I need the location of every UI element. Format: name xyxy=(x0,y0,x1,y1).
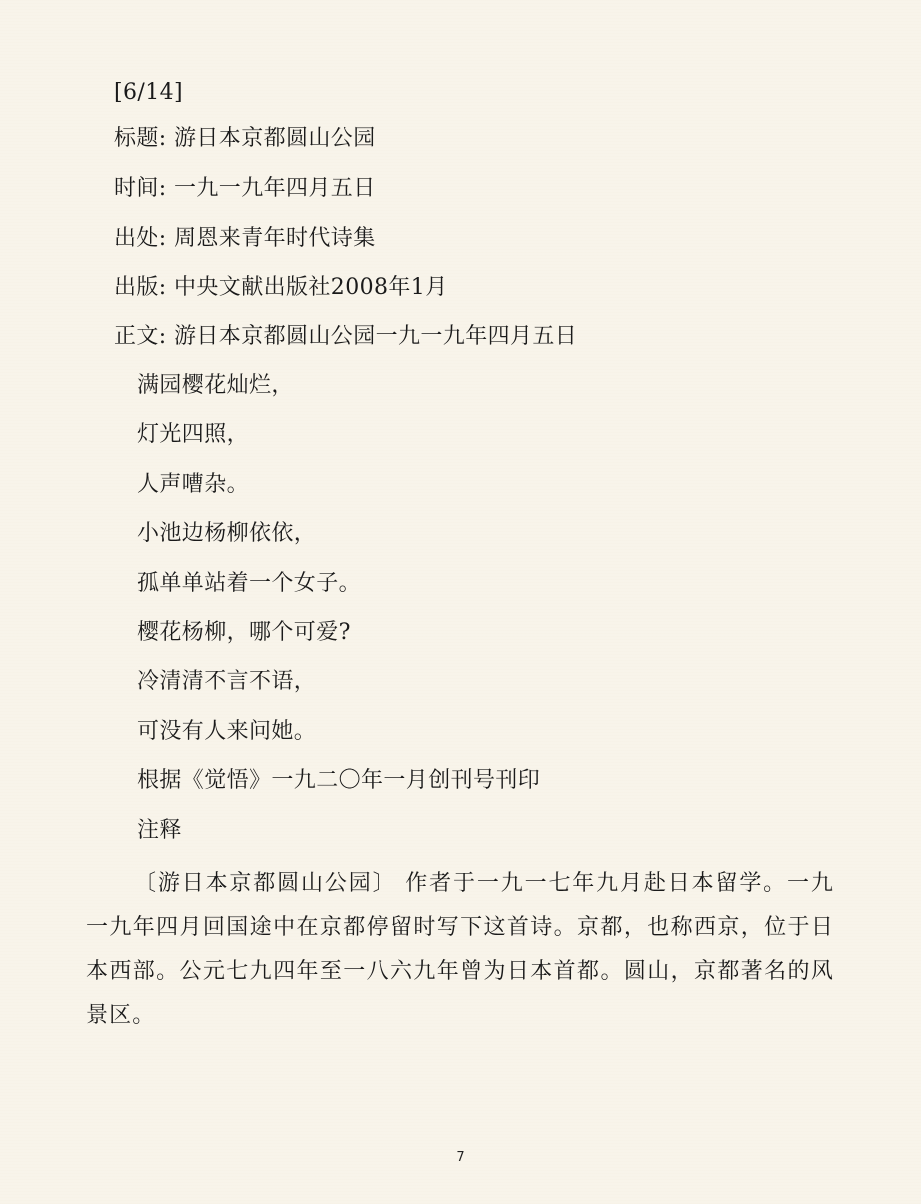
title-line: 标题: 游日本京都圆山公园 xyxy=(114,126,376,151)
poem-line: 小池边杨柳依依， xyxy=(137,521,317,546)
poem-line: 满园樱花灿烂， xyxy=(137,373,294,398)
time-line: 时间: 一九一九年四月五日 xyxy=(114,176,376,201)
notes-heading: 注释 xyxy=(137,818,182,843)
page-index: [6/14] xyxy=(114,80,183,105)
source-line: 出处: 周恩来青年时代诗集 xyxy=(114,226,376,251)
poem-line: 冷清清不言不语， xyxy=(137,669,317,694)
source-note: 根据《觉悟》一九二〇年一月创刊号刊印 xyxy=(137,768,541,793)
poem-line: 樱花杨柳，哪个可爱? xyxy=(137,620,351,645)
poem-line: 灯光四照， xyxy=(137,422,250,447)
publisher-line: 出版: 中央文献出版社2008年1月 xyxy=(114,275,448,300)
page-number: 7 xyxy=(456,1150,465,1165)
poem-line: 孤单单站着一个女子。 xyxy=(137,571,362,596)
body-line: 正文: 游日本京都圆山公园一九一九年四月五日 xyxy=(114,324,578,349)
poem-line: 人声嘈杂。 xyxy=(137,472,250,497)
annotation-paragraph: 〔游日本京都圆山公园〕 作者于一九一七年九月赴日本留学。一九一九年四月回国途中在京都停留时写下这首诗。京都，也称西京，位于日本西部。公元七九四年至一八六九年曾为日本首都。圆山，京都著名的风景区。 xyxy=(86,871,834,1028)
poem-line: 可没有人来问她。 xyxy=(137,719,317,744)
